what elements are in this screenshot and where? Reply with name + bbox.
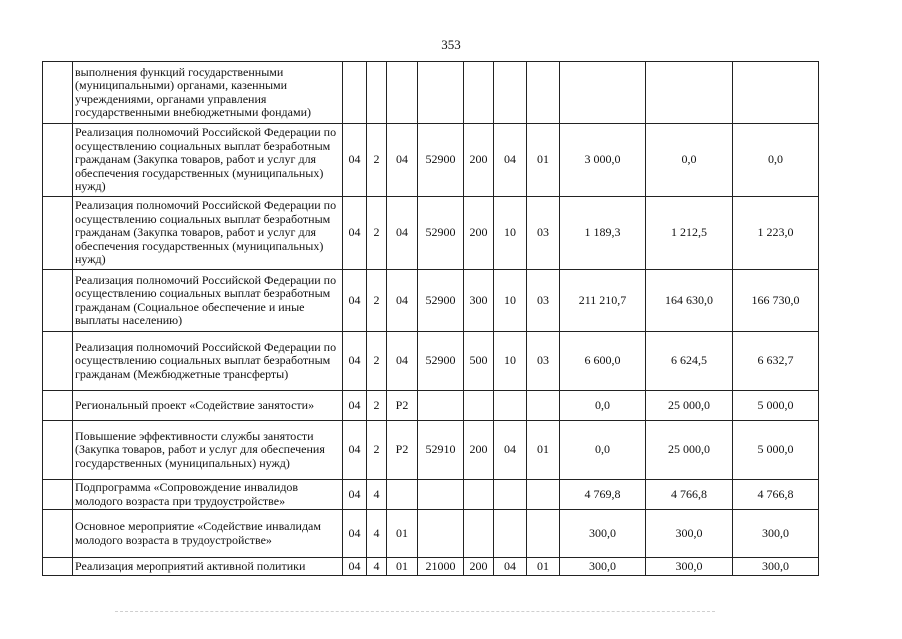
code-subprogram: 04	[387, 332, 418, 391]
code-subsection: 03	[527, 270, 560, 332]
row-blank-cell	[43, 391, 73, 421]
code-direction: 52900	[418, 332, 464, 391]
code-subsection: 01	[527, 124, 560, 197]
amount-year-3: 1 223,0	[733, 197, 819, 270]
code-program: 4	[367, 480, 387, 510]
code-direction: 52910	[418, 421, 464, 480]
code-chapter: 04	[494, 558, 527, 576]
code-subsection	[527, 62, 560, 124]
row-description: Основное мероприятие «Содействие инвалидам молодого возраста в трудоустройстве»	[73, 510, 343, 558]
code-expense-type	[464, 480, 494, 510]
row-blank-cell	[43, 270, 73, 332]
amount-year-2: 25 000,0	[646, 421, 733, 480]
code-direction: 21000	[418, 558, 464, 576]
code-chapter: 10	[494, 197, 527, 270]
amount-year-2: 300,0	[646, 558, 733, 576]
code-subprogram: 01	[387, 510, 418, 558]
code-program: 2	[367, 391, 387, 421]
code-program: 2	[367, 332, 387, 391]
code-chapter	[494, 480, 527, 510]
code-expense-type: 200	[464, 558, 494, 576]
code-direction	[418, 62, 464, 124]
amount-year-1: 4 769,8	[560, 480, 646, 510]
code-subsection: 01	[527, 558, 560, 576]
table-row	[43, 480, 819, 510]
code-program	[367, 62, 387, 124]
row-blank-cell	[43, 124, 73, 197]
amount-year-1: 6 600,0	[560, 332, 646, 391]
code-expense-type	[464, 510, 494, 558]
code-direction: 52900	[418, 197, 464, 270]
row-blank-cell	[43, 558, 73, 576]
code-subsection: 03	[527, 197, 560, 270]
code-section: 04	[343, 480, 367, 510]
table-row	[43, 62, 819, 124]
code-expense-type: 200	[464, 124, 494, 197]
row-description: Реализация полномочий Российской Федерации по осуществлению социальных выплат безработным гражданам (Социальное обеспечение и иные выплаты населению)	[73, 270, 343, 332]
amount-year-3: 5 000,0	[733, 421, 819, 480]
row-description: выполнения функций государственными (муниципальными) органами, казенными учреждениями, органами управления государственными внебюджетными фондами)	[73, 62, 343, 124]
row-blank-cell	[43, 332, 73, 391]
table-row	[43, 197, 819, 270]
code-section: 04	[343, 421, 367, 480]
code-section: 04	[343, 558, 367, 576]
amount-year-1: 3 000,0	[560, 124, 646, 197]
code-program: 2	[367, 270, 387, 332]
row-description: Реализация полномочий Российской Федерации по осуществлению социальных выплат безработным гражданам (Закупка товаров, работ и услуг для обеспечения государственных (муниципальных) нужд)	[73, 197, 343, 270]
amount-year-1	[560, 62, 646, 124]
page-number: 353	[441, 37, 461, 52]
scan-artifact-line	[115, 611, 715, 612]
amount-year-1: 0,0	[560, 421, 646, 480]
amount-year-2: 4 766,8	[646, 480, 733, 510]
code-subsection	[527, 510, 560, 558]
amount-year-2: 300,0	[646, 510, 733, 558]
table-row	[43, 510, 819, 558]
code-section: 04	[343, 197, 367, 270]
code-chapter: 10	[494, 270, 527, 332]
amount-year-1: 1 189,3	[560, 197, 646, 270]
code-chapter	[494, 391, 527, 421]
code-section: 04	[343, 124, 367, 197]
amount-year-3: 300,0	[733, 510, 819, 558]
row-blank-cell	[43, 510, 73, 558]
table-row	[43, 124, 819, 197]
code-subprogram	[387, 480, 418, 510]
code-program: 4	[367, 510, 387, 558]
code-expense-type: 300	[464, 270, 494, 332]
amount-year-1: 0,0	[560, 391, 646, 421]
table-row	[43, 270, 819, 332]
amount-year-2	[646, 62, 733, 124]
code-expense-type	[464, 62, 494, 124]
amount-year-1: 300,0	[560, 558, 646, 576]
code-program: 2	[367, 421, 387, 480]
code-subprogram: 04	[387, 197, 418, 270]
code-subprogram: 04	[387, 270, 418, 332]
table-row	[43, 391, 819, 421]
code-chapter: 10	[494, 332, 527, 391]
code-subsection: 01	[527, 421, 560, 480]
code-program: 2	[367, 197, 387, 270]
code-direction	[418, 480, 464, 510]
code-subprogram: Р2	[387, 421, 418, 480]
code-chapter: 04	[494, 421, 527, 480]
row-blank-cell	[43, 62, 73, 124]
amount-year-2: 0,0	[646, 124, 733, 197]
budget-table	[42, 61, 819, 576]
table-row	[43, 558, 819, 576]
row-blank-cell	[43, 197, 73, 270]
code-expense-type: 200	[464, 197, 494, 270]
code-section: 04	[343, 391, 367, 421]
amount-year-2: 25 000,0	[646, 391, 733, 421]
code-expense-type	[464, 391, 494, 421]
amount-year-2: 6 624,5	[646, 332, 733, 391]
row-blank-cell	[43, 421, 73, 480]
amount-year-1: 300,0	[560, 510, 646, 558]
row-description: Повышение эффективности службы занятости (Закупка товаров, работ и услуг для обеспечения государственных (муниципальных) нужд)	[73, 421, 343, 480]
budget-table-body	[43, 62, 819, 576]
amount-year-3: 166 730,0	[733, 270, 819, 332]
code-subprogram	[387, 62, 418, 124]
code-section: 04	[343, 270, 367, 332]
code-expense-type: 500	[464, 332, 494, 391]
code-subsection: 03	[527, 332, 560, 391]
amount-year-3: 5 000,0	[733, 391, 819, 421]
code-section	[343, 62, 367, 124]
code-subprogram: 01	[387, 558, 418, 576]
code-direction	[418, 391, 464, 421]
code-chapter: 04	[494, 124, 527, 197]
code-program: 4	[367, 558, 387, 576]
code-section: 04	[343, 332, 367, 391]
row-description: Реализация полномочий Российской Федерации по осуществлению социальных выплат безработным гражданам (Закупка товаров, работ и услуг для обеспечения государственных (муниципальных) нужд)	[73, 124, 343, 197]
row-description: Реализация полномочий Российской Федерации по осуществлению социальных выплат безработным гражданам (Межбюджетные трансферты)	[73, 332, 343, 391]
code-subsection	[527, 391, 560, 421]
table-row	[43, 332, 819, 391]
code-section: 04	[343, 510, 367, 558]
amount-year-3: 300,0	[733, 558, 819, 576]
row-blank-cell	[43, 480, 73, 510]
amount-year-1: 211 210,7	[560, 270, 646, 332]
code-subsection	[527, 480, 560, 510]
amount-year-3	[733, 62, 819, 124]
code-direction: 52900	[418, 270, 464, 332]
row-description: Региональный проект «Содействие занятости»	[73, 391, 343, 421]
amount-year-3: 6 632,7	[733, 332, 819, 391]
table-row	[43, 421, 819, 480]
row-description: Реализация мероприятий активной политики	[73, 558, 343, 576]
amount-year-2: 1 212,5	[646, 197, 733, 270]
code-subprogram: 04	[387, 124, 418, 197]
code-chapter	[494, 62, 527, 124]
amount-year-2: 164 630,0	[646, 270, 733, 332]
code-expense-type: 200	[464, 421, 494, 480]
amount-year-3: 0,0	[733, 124, 819, 197]
code-chapter	[494, 510, 527, 558]
code-subprogram: Р2	[387, 391, 418, 421]
code-direction	[418, 510, 464, 558]
code-program: 2	[367, 124, 387, 197]
amount-year-3: 4 766,8	[733, 480, 819, 510]
code-direction: 52900	[418, 124, 464, 197]
row-description: Подпрограмма «Сопровождение инвалидов молодого возраста при трудоустройстве»	[73, 480, 343, 510]
